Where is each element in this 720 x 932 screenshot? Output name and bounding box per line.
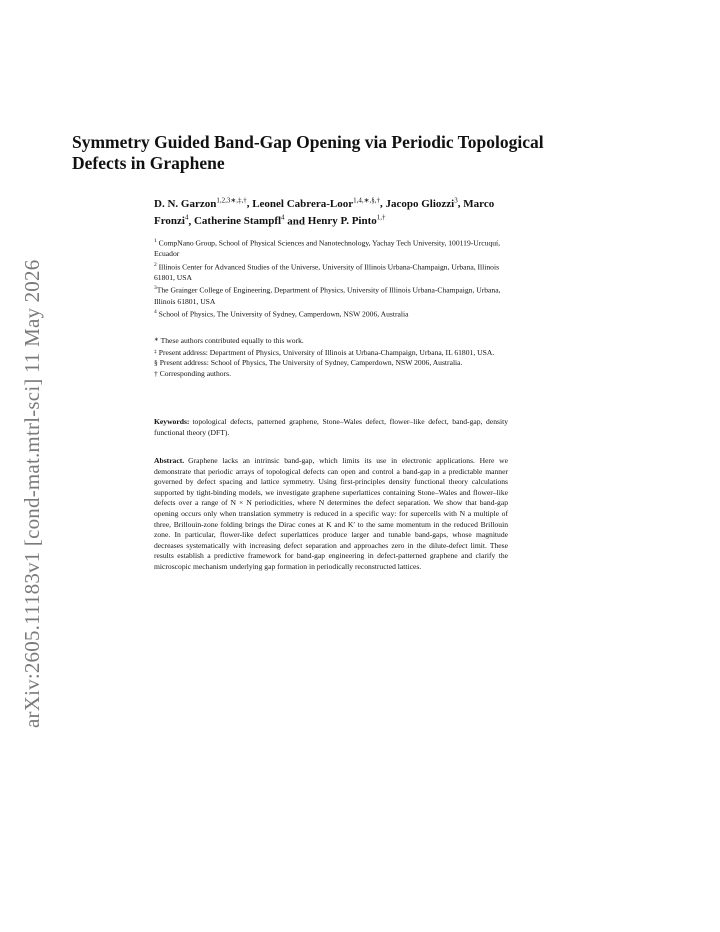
keywords-text: topological defects, patterned graphene, Stone–Wales defect, flower–like defect, band-gap, density functional theory (DFT). <box>154 417 508 437</box>
author: Catherine Stampfl$^4$ <box>193 213 285 228</box>
keywords-label: Keywords: <box>154 417 190 426</box>
author-note: † Corresponding authors. <box>154 368 231 378</box>
author: Jacopo Gliozzi$^3$ <box>385 196 458 210</box>
author: Marco Fronzi$^4$ <box>154 197 495 228</box>
author-note: ‡ Present address: Department of Physics, University of Illinois at Urbana-Champaign, Urbana, IL 61801, USA. <box>154 347 495 357</box>
author-list: D. N. Garzon$^{1,2,3∗,\ddagger,\dagger}$, Leonel Cabrera-Loor$^{1,4,∗,\S,\dagger}$, Jacopo Gliozzi$^3$, Marco Fronzi$^4$, Catherine Stampfl$^4$ and Henry P. Pinto$^{1,\dagger}$ <box>154 196 495 228</box>
affiliation: $^4$ School of Physics, The University of Sydney, Camperdown, NSW 2006, Australia <box>154 309 409 319</box>
abstract-section <box>154 456 508 573</box>
arxiv-identifier-stamp: arXiv:2605.11183v1 [cond-mat.mtrl-sci] 11 May 2026 <box>20 259 44 728</box>
affiliation: $^1$ CompNano Group, School of Physical Sciences and Nanotechnology, Yachay Tech University, 100119-Urcuquí, Ecuador <box>154 238 501 259</box>
author: Henry P. Pinto$^{1,\dagger}$ <box>307 213 386 228</box>
author: D. N. Garzon$^{1,2,3∗,\ddagger,\dagger}$ <box>154 196 247 210</box>
author-note: ∗ These authors contributed equally to this work. <box>154 336 304 345</box>
keywords-section <box>154 417 508 438</box>
affiliation: $^2$ Illinois Center for Advanced Studies of the Universe, University of Illinois Urbana-Champaign, Urbana, Illinois 61801, USA <box>154 261 500 282</box>
author: Leonel Cabrera-Loor$^{1,4,∗,\S,\dagger}$ <box>252 196 380 210</box>
abstract-text: Graphene lacks an intrinsic band-gap, which limits its use in electronic applications. Here we demonstrate that periodic arrays of topological defects can open and control a band-gap in a predictable manner governed by defect spacing and lattice symmetry. Using first-principles density functional theory calculations supported by tight-binding models, we investigate graphene superlattices containing Stone–Wales and flower–like defects over a range of N × N periodicities, where N determines the defect separation. We show that band-gap opening occurs only when translation symmetry is reduced in a specific way: for supercells with N a multiple of three, Brillouin-zone folding brings the Dirac cones at K and K′ to the same momentum in the reduced Brillouin zone. In particular, flower-like defect superlattices produce larger and tunable band-gaps, whose magnitude decreases systematically with increasing defect separation and approaches zero in the dilute-defect limit. These results establish a predictive framework for band-gap engineering in defect-patterned graphene and clarify the microscopic mechanism underlying gap formation in periodically reconstructed lattices. <box>154 456 508 571</box>
abstract-label: Abstract. <box>154 456 185 465</box>
affiliation: $^3$The Grainger College of Engineering, Department of Physics, University of Illinois Urbana-Champaign, Urbana, Illinois 61801, USA <box>154 285 501 306</box>
author-note: § Present address: School of Physics, The University of Sydney, Camperdown, NSW 2006, Australia. <box>154 358 463 368</box>
affiliation-list <box>154 236 508 320</box>
paper-title: Symmetry Guided Band-Gap Opening via Periodic Topological Defects in Graphene <box>72 132 544 173</box>
author-notes <box>154 335 508 379</box>
